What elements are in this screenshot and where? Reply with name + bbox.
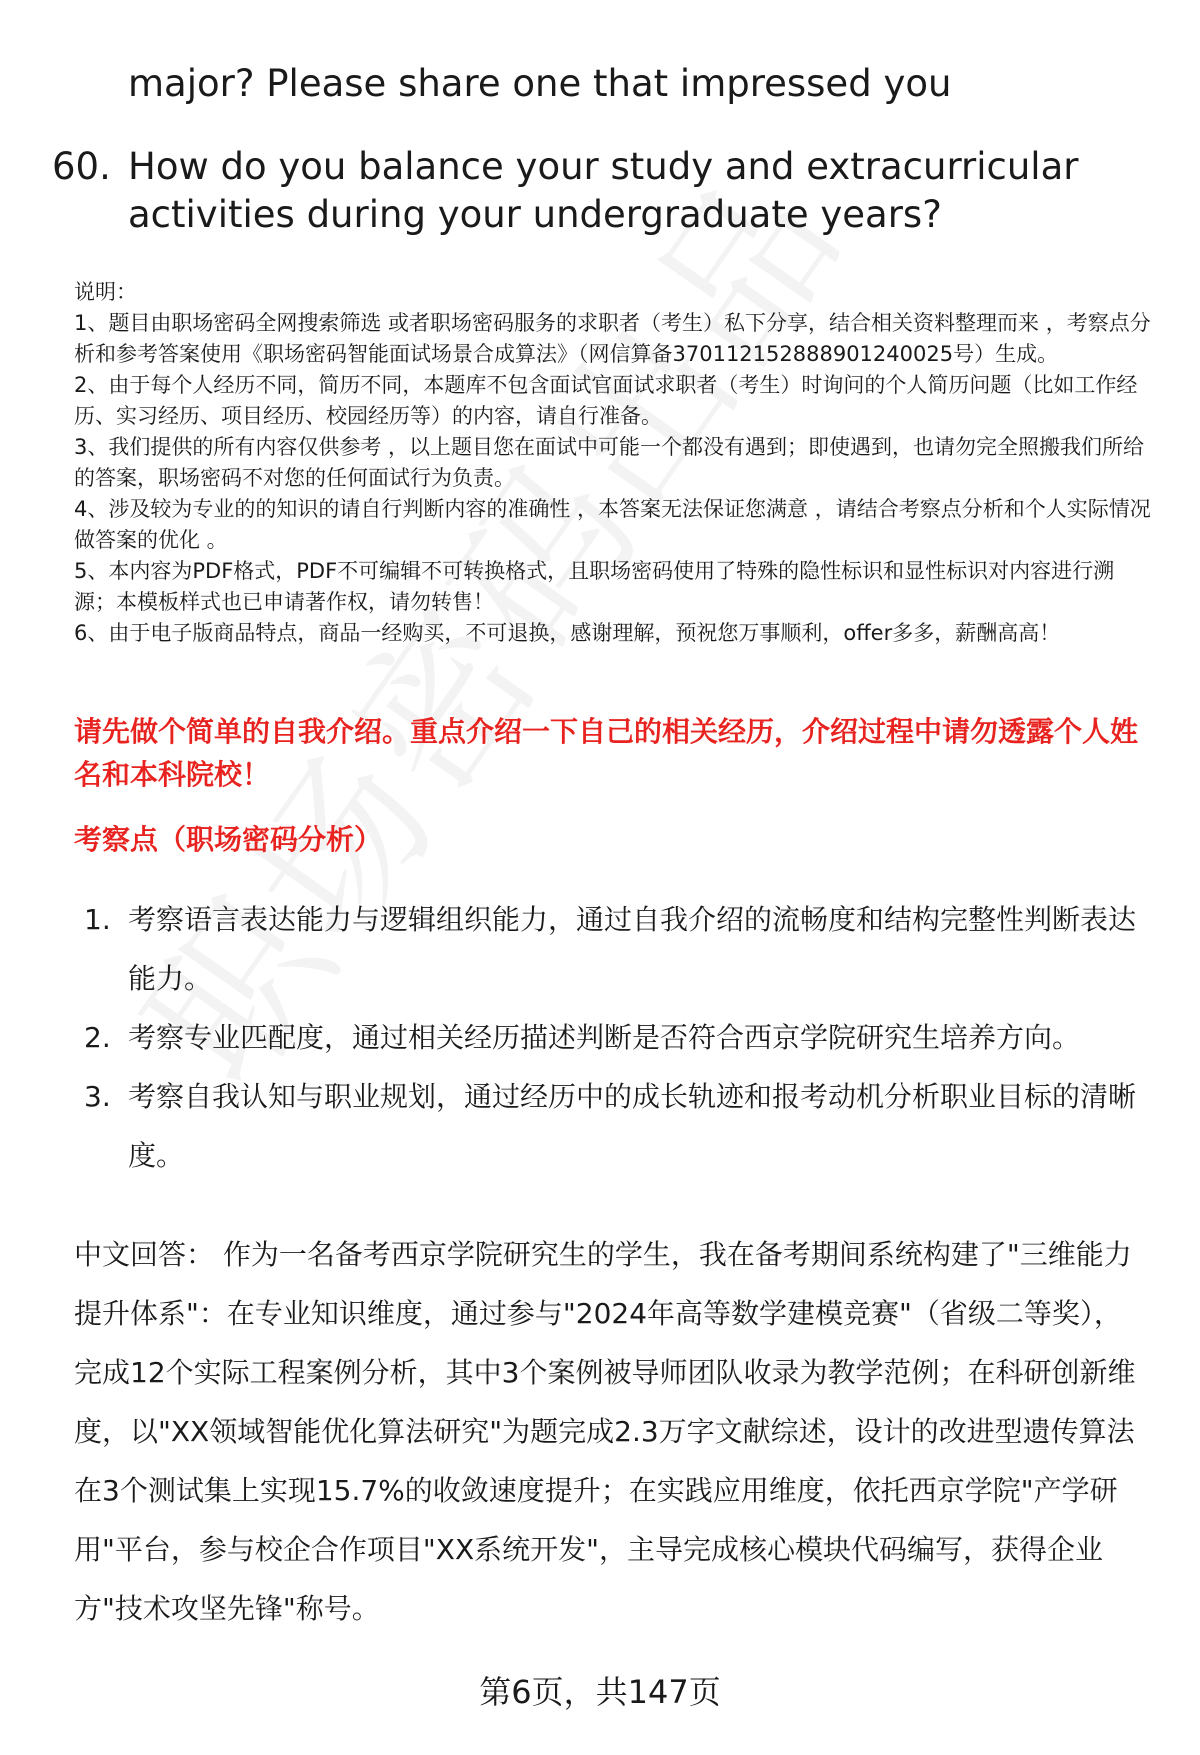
analysis-point-number: 2. <box>84 1021 111 1054</box>
question-continuation-text: major? Please share one that impressed you <box>128 62 952 105</box>
question-number: 60. <box>52 145 111 188</box>
notes-item: 4、涉及较为专业的的知识的请自行判断内容的准确性 ，本答案无法保证您满意 ，请结合考察点分析和个人实际情况做答案的优化 。 <box>74 497 1151 552</box>
notes-section <box>74 277 1154 649</box>
notes-item: 2、由于每个人经历不同，简历不同，本题库不包含面试官面试求职者（考生）时询问的个人简历问题（比如工作经历、实习经历、项目经历、校园经历等）的内容，请自行准备。 <box>74 373 1138 428</box>
analysis-point-number: 1. <box>84 903 111 936</box>
notes-item: 5、本内容为PDF格式，PDF不可编辑不可转换格式，且职场密码使用了特殊的隐性标识和显性标识对内容进行溯源；本模板样式也已申请著作权，请勿转售！ <box>74 559 1115 614</box>
analysis-point-text: 考察语言表达能力与逻辑组织能力，通过自我介绍的流畅度和结构完整性判断表达能力。 <box>128 903 1137 995</box>
analysis-point <box>84 1008 1154 1067</box>
notes-heading: 说明： <box>74 280 137 304</box>
notes-item: 3、我们提供的所有内容仅供参考 ，以上题目您在面试中可能一个都没有遇到；即使遇到，也请勿完全照搬我们所给的答案，职场密码不对您的任何面试行为负责。 <box>74 435 1145 490</box>
question-text: How do you balance your study and extracurricular activities during your undergraduate years? <box>128 145 1079 236</box>
notes-item: 1、题目由职场密码全网搜索筛选 或者职场密码服务的求职者（考生）私下分享，结合相关资料整理而来 ，考察点分析和参考答案使用《职场密码智能面试场景合成算法》（网信算备370112152888901240025号）生成。 <box>74 311 1151 366</box>
analysis-point-text: 考察自我认知与职业规划，通过经历中的成长轨迹和报考动机分析职业目标的清晰度。 <box>128 1080 1137 1172</box>
analysis-point-text: 考察专业匹配度，通过相关经历描述判断是否符合西京学院研究生培养方向。 <box>128 1021 1081 1054</box>
analysis-point <box>84 1067 1154 1185</box>
interview-question: 请先做个简单的自我介绍。重点介绍一下自己的相关经历，介绍过程中请勿透露个人姓名和本科院校！ <box>74 715 1139 791</box>
analysis-point-number: 3. <box>84 1080 111 1113</box>
notes-item: 6、由于电子版商品特点，商品一经购买，不可退换，感谢理解，预祝您万事顺利，offer多多，薪酬高高！ <box>74 621 1061 645</box>
analysis-points-list <box>84 890 1154 1185</box>
analysis-point <box>84 890 1154 1008</box>
page-number: 第6页，共147页 <box>479 1673 721 1711</box>
answer-paragraph: 中文回答： 作为一名备考西京学院研究生的学生，我在备考期间系统构建了"三维能力提升体系"：在专业知识维度，通过参与"2024年高等数学建模竞赛"（省级二等奖），完成12个实际工程案例分析，其中3个案例被导师团队收录为教学范例；在科研创新维度，以"XX领域智能优化算法研究"为题完成2.3万字文献综述，设计的改进型遗传算法在3个测试集上实现15.7%的收敛速度提升；在实践应用维度，依托西京学院"产学研用"平台，参与校企合作项目"XX系统开发"，主导完成核心模块代码编写，获得企业方"技术攻坚先锋"称号。 <box>74 1238 1136 1625</box>
analysis-heading: 考察点（职场密码分析） <box>74 823 383 856</box>
